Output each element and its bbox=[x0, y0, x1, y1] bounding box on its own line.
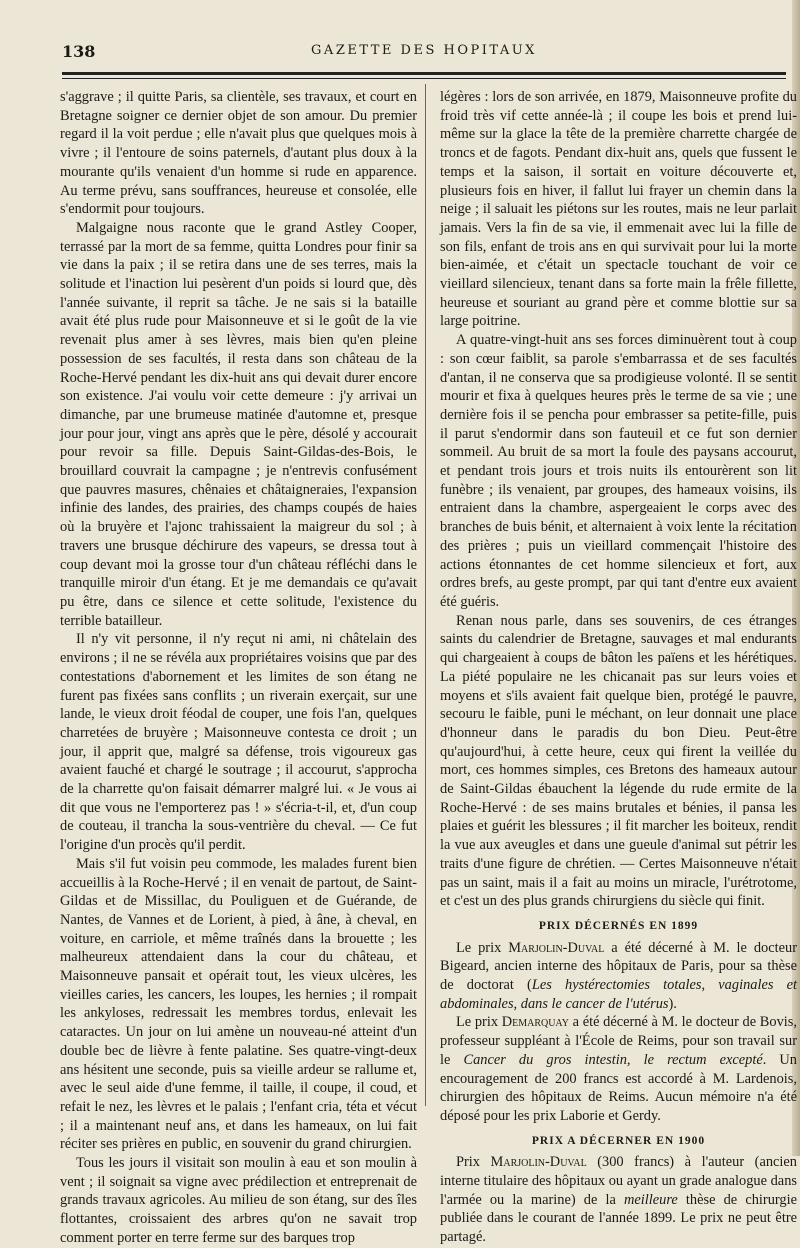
paragraph: s'aggrave ; il quitte Paris, sa clientèle, ses travaux, et court en Bretagne soigner ce dernier objet de son amour. Du premier regard il la voit perdue ; elle n'avait plus que quelques mois à vivre ; il l'entoure de soins paternels, d'autant plus doux à la mourante qu'ils venaient d'un homme si rude en apparence. Au terme prévu, sans souffrances, heureuse et consolée, elle s'endormit pour toujours. bbox=[60, 89, 417, 218]
paragraph: légères : lors de son arrivée, en 1879, Maisonneuve profite du froid très vif cette année-là ; il coupe les bois et prend lui-même sur la glace la tête de la première charrette chargée de troncs et de fagots. Pendant dix-huit ans, quels que fussent le temps et la saison, il sortait en voiture découverte et, plusieurs fois en hiver, il fallut lui frayer un chemin dans la neige ; il saluait les piétons sur les routes, mais ne leur parlait jamais. Vers la fin de sa vie, il emmenait avec lui la fille de son fils, enfant de trois ans en qui survivait pour lui la morte bien-aimée, et c'était un spectacle touchant de voir ce vieillard silencieux, tenant dans sa forte main la frêle fillette, heureuse et souriant au grand père et comme blottie sur sa large poitrine. bbox=[440, 89, 797, 330]
page-header bbox=[62, 40, 786, 68]
emphasis: meilleure bbox=[623, 1191, 678, 1208]
section-heading-prizes-to-award: PRIX A DÉCERNER EN 1900 bbox=[531, 1134, 706, 1147]
thesis-title: Les hystérectomies totales, vaginales et abdominales, dans le cancer de l'utérus bbox=[440, 977, 797, 1012]
work-title: Cancer du gros intestin, le rectum excepté bbox=[463, 1051, 763, 1068]
text: ). bbox=[668, 995, 677, 1012]
paragraph: Malgaigne nous raconte que le grand Astley Cooper, terrassé par la mort de sa femme, quitta Londres pour finir sa vie dans la paix ; il se retira dans une de ses terres, mais la solitude et l'inaction lui pesèrent d'un poids si lourd que, dès l'année suivante, il reprit sa tâche. Je ne sais si la bataille avait été plus rude pour Maisonneuve et si le goût de la vie revenait plus amer à ses lèvres, mais bien qu'en pleine possession de ses facultés, il resta dans son château de la Roche-Hervé pendant les dix-huit ans qui devait durer encore son existence. J'ai voulu voir cette demeure : j'y arrivai un dimanche, par une brumeuse matinée d'automne et, presque jour pour jour, vingt ans après que le père, désolé y accourait pour revoir sa fille. Depuis Saint-Gildas-des-Bois, le brouillard couvrait la campagne ; je n'entrevis confusément que pauvres masures, chênaies et châtaigneraies, l'expansion infinie des landes, des prairies, des champs coupés de haies où la bruyère et l'ajonc trahissaient la maigreur du sol ; à travers une brusque déchirure des vapeurs, se dressa tout à coup devant moi la grosse tour d'un château réfléchi dans le tranquille miroir d'un étang. Et je me demandais ce qu'avait pu être, dans ce silence et cette solitude, l'existence du terrible batailleur. bbox=[60, 219, 417, 629]
prize-name: Demarquay bbox=[501, 1014, 569, 1031]
text: Le prix bbox=[456, 939, 509, 956]
page-number: 138 bbox=[62, 42, 96, 61]
paragraph: Tous les jours il visitait son moulin à eau et son moulin à vent ; il soignait sa vigne avec prédilection et entreprenait de grands travaux agricoles. Au milieu de son étang, sur des îles flottantes, croissaient des arbres qu'on ne savait trop comment porter en terre ferme sur des barques trop bbox=[60, 1155, 417, 1246]
header-rule-thin bbox=[62, 78, 786, 79]
prize-paragraph bbox=[440, 1013, 797, 1125]
paragraph: Renan nous parle, dans ses souvenirs, de ces étranges saints du calendrier de Bretagne, sauvages et mal endurants qui chargeaient à coups de bâton les païens et les hérétiques. La piété populaire ne les chicanait pas sur leurs voies et moyens et s'ils avaient fait quelque bien, protégé le pauvre, secouru le faible, puni le méchant, on leur donnait une place d'honneur dans le paradis du bon Dieu. Peut-être qu'aujourd'hui, à cette heure, ceux qui firent la veillée du mort, ces hommes simples, ces Bretons des hameaux autour de Saint-Gildas ébauchent la légende du rude ermite de la Roche-Hervé : de ses mains brutales et bénies, il pansa les plaies et guérit les blessures ; il fit marcher les boiteux, rendit la vue aux aveugles et dans une gueule d'animal sut pétrir les traits d'une figure de chrétien. — Certes Maisonneuve n'était pas un saint, mais il a fait au moins un miracle, l'urétrotome, et c'est un des plus grands chirurgiens du siècle qui finit. bbox=[440, 612, 797, 910]
text: Prix bbox=[456, 1154, 491, 1171]
text: (300 francs) à l'auteur (ancien interne titulaire des hôpitaux ou ayant un grade analogue dans l'armée ou la marine) de la bbox=[440, 1154, 798, 1208]
text: a été décerné à M. le docteur Bigeard, ancien interne des hôpitaux de Paris, pour sa thèse de doctorat ( bbox=[440, 939, 797, 994]
paragraph: Mais s'il fut voisin peu commode, les malades furent bien accueillis à la Roche-Hervé ; il en venait de partout, de Saint-Gildas et de Missillac, du Pouliguen et de Guérande, de Nantes, de Vannes et de Lorient, à pied, à âne, à cheval, en voiture, en carriole, et même traînés dans la brouette ; les malheureux attendaient dans la cour du château, et Maisonneuve pansait et opérait tout, les vieux ulcères, les vieilles caries, les cancers, les loupes, les hernies ; il rompait les ankyloses, redressait les membres tordus, enlevait les cataractes. Un jour on lui amène un nouveau-né atteint d'un double bec de lièvre à fente palatine. Ses quatre-vingt-deux ans hésitent une seconde, puis sa vieille ardeur se rallume et, avec le seul aide d'une femme, il taille, il coupe, il coud, et refait le nez, les lèvres et le palais ; l'enfant cria, téta et vécut ; il a maintenant neuf ans, et dans les hameaux, on lui fait réciter ses prières en public, en souvenir du grand chirurgien. bbox=[60, 855, 417, 1153]
paragraph: A quatre-vingt-huit ans ses forces diminuèrent tout à coup : son cœur faiblit, sa parole s'embarrassa et de ses facultés d'antan, il ne conserva que sa prodigieuse volonté. Il se sentit mourir et fixa à quelques heures près le terme de sa vie ; une dernière fois il se pencha pour embrasser sa petite-fille, puis il parut s'endormir dans son fauteuil et ce fut son dernier sommeil. Au bruit de sa mort la foule des paysans accourut, et pendant trois jours et trois nuits ils entourèrent son lit funèbre ; ils venaient, par groupes, des hameaux voisins, ils entraient dans la chambre, aspergeaient le corps avec des branches de buis bénit, et alternaient à voix lente la récitation des prières ; puis un vieillard commençait l'histoire des actions étonnantes de cet homme silencieux et fort, aux ordres brefs, au geste prompt, par qui tant d'entre eux avaient été guéris. bbox=[440, 332, 797, 610]
right-column bbox=[440, 88, 797, 1247]
prize-name: Marjolin-Duval bbox=[508, 939, 605, 956]
prize-paragraph bbox=[440, 939, 797, 1014]
header-rule-thick bbox=[62, 72, 786, 75]
text: . Un encouragement de 200 francs est accordé à M. Lardenois, chirurgien des hôpitaux de Reims. Aucun mémoire n'a été déposé pour les prix Laborie et Gerdy. bbox=[440, 1051, 798, 1124]
paragraph: Il n'y vit personne, il n'y reçut ni ami, ni châtelain des environs ; il ne se révéla aux propriétaires voisins que par des contestations d'abornement et les limites de son étang ne furent pas fixées sans conflits ; un riverain exerçait, sur une lande, le vieux droit féodal de couper, une fois l'an, quelques charretées de bruyère ; Maisonneuve contesta ce droit ; un jour, il apprit que, malgré sa défense, trois vigoureux gas avaient fauché et chargé le soutrage ; il accourut, s'approcha de la charrette qu'on faisait démarrer malgré lui. « Je vous ai dit que vous ne l'emporterez pas ! » s'écria-t-il, et, d'un coup de couteau, il trancha la sous-ventrière du cheval. — Ce fut l'origine d'un procès qu'il perdit. bbox=[60, 631, 417, 854]
journal-title: GAZETTE DES HOPITAUX bbox=[311, 43, 537, 58]
column-divider bbox=[425, 84, 426, 1106]
text: Le prix bbox=[456, 1014, 502, 1031]
prize-paragraph bbox=[440, 1153, 797, 1247]
text: thèse de chirurgie publiée dans le courant de l'année 1899. Le prix ne peut être partagé. bbox=[440, 1191, 797, 1246]
section-heading-prizes-awarded: PRIX DÉCERNÉS EN 1899 bbox=[538, 919, 699, 932]
left-column bbox=[60, 88, 417, 1248]
text: a été décerné à M. le docteur de Bovis, professeur suppléant à l'École de Reims, pour son travail sur le bbox=[440, 1014, 797, 1068]
prize-name: Marjolin-Duval bbox=[490, 1154, 587, 1171]
